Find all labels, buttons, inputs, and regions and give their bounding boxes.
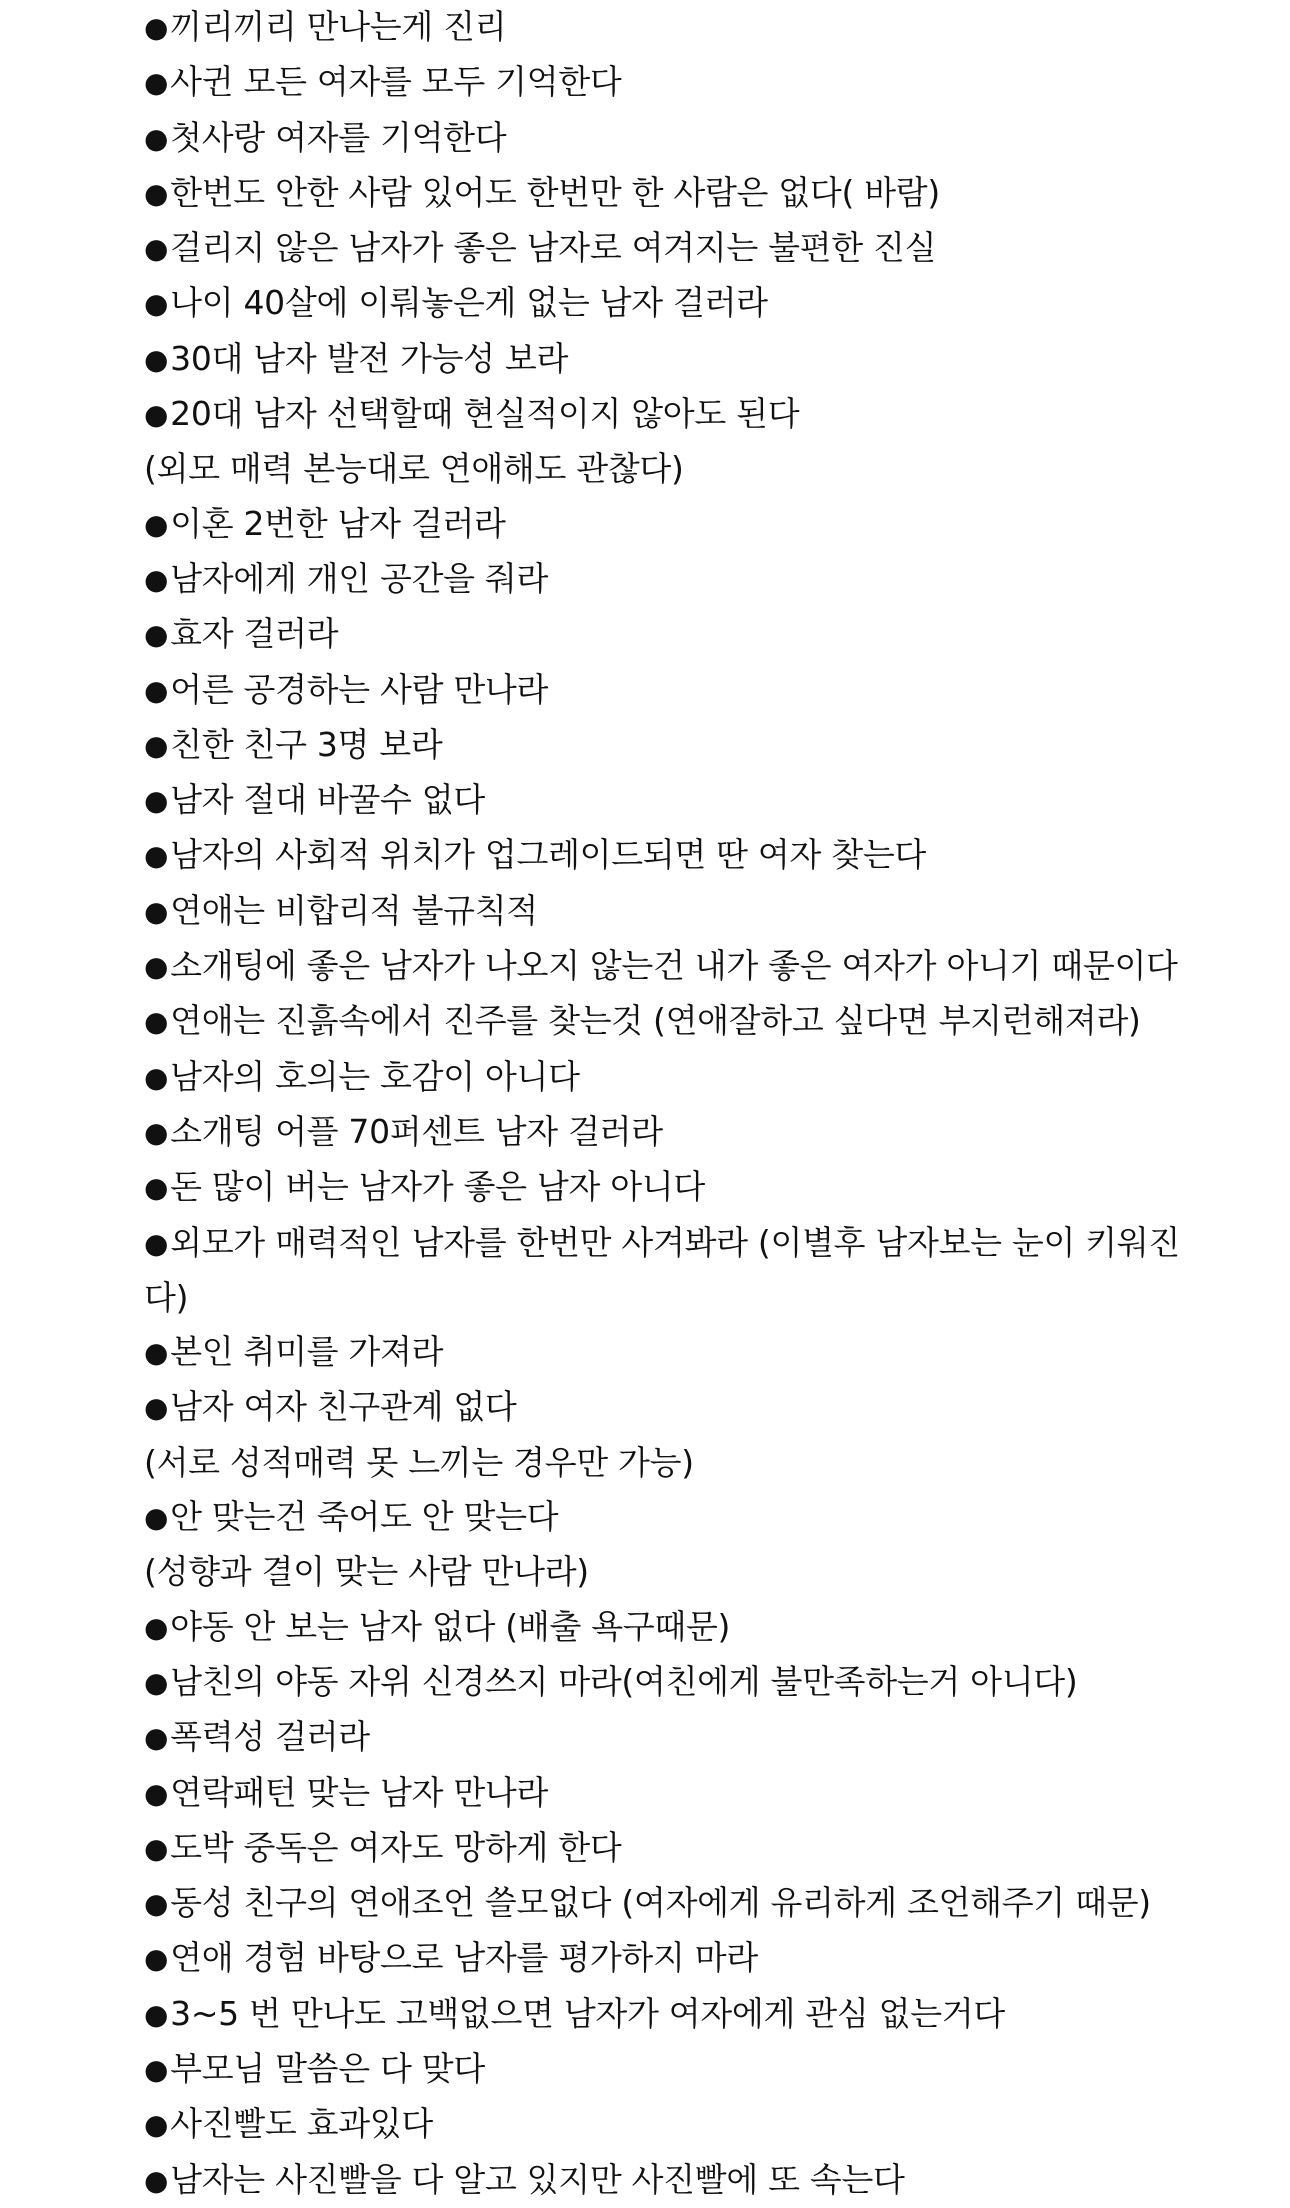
bullet-icon: ●: [144, 1721, 169, 1755]
bullet-icon: ●: [144, 66, 169, 100]
list-item: [144, 1876, 1224, 1931]
list-item: [144, 552, 1224, 607]
list-item: [144, 2153, 1224, 2208]
list-item-text: 3~5 번 만나도 고백없으면 남자가 여자에게 관심 없는거다: [170, 1993, 1005, 2033]
list-item-text: (외모 매력 본능대로 연애해도 관찮다): [144, 449, 684, 489]
bullet-icon: ●: [144, 1831, 169, 1865]
list-item-text: 남자의 사회적 위치가 업그레이드되면 딴 여자 찾는다: [170, 835, 926, 875]
list-item: [144, 1160, 1224, 1215]
bullet-icon: ●: [144, 287, 169, 321]
list-item: [144, 1710, 1224, 1765]
list-item-text: 도박 중독은 여자도 망하게 한다: [170, 1827, 622, 1867]
list-item-text: 한번도 안한 사람 있어도 한번만 한 사람은 없다( 바람): [170, 172, 940, 212]
list-item: [144, 1821, 1224, 1876]
list-item-text: 연애는 진흙속에서 진주를 찾는것 (연애잘하고 싶다면 부지런해져라): [170, 1001, 1141, 1041]
list-item-text: 이혼 2번한 남자 걸러라: [170, 503, 506, 543]
bullet-icon: ●: [144, 839, 169, 873]
list-item-text: 나이 40살에 이뤄놓은게 없는 남자 걸러라: [170, 283, 768, 323]
list-item-text: 소개팅에 좋은 남자가 나오지 않는건 내가 좋은 여자가 아니기 때문이다: [170, 946, 1178, 986]
list-item-text: 연애 경험 바탕으로 남자를 평가하지 마라: [170, 1938, 758, 1978]
list-item: [144, 1050, 1224, 1105]
list-item: [144, 497, 1224, 552]
list-item: [144, 111, 1224, 166]
list-item: [144, 994, 1224, 1049]
bullet-icon: ●: [144, 398, 169, 432]
document-text: [144, 0, 1224, 2208]
list-item-text: (서로 성적매력 못 느끼는 경우만 가능): [144, 1442, 694, 1482]
list-item-text: 부모님 말씀은 다 맞다: [170, 2048, 485, 2088]
bullet-icon: ●: [144, 342, 169, 376]
list-item: [144, 221, 1224, 276]
list-item: [144, 773, 1224, 828]
bullet-icon: ●: [144, 11, 169, 44]
list-item-text: 효자 걸러라: [170, 614, 339, 654]
bullet-icon: ●: [144, 1391, 169, 1425]
list-item-continuation: [144, 1271, 1224, 1325]
list-item: [144, 387, 1224, 442]
bullet-icon: ●: [144, 673, 169, 707]
bullet-icon: ●: [144, 1226, 169, 1260]
list-item-continuation: [144, 1436, 1224, 1490]
bullet-icon: ●: [144, 1005, 169, 1039]
list-item-text: 남자에게 개인 공간을 줘라: [170, 558, 549, 598]
list-item-text: 연애는 비합리적 불규칙적: [170, 890, 538, 930]
list-item: [144, 1490, 1224, 1545]
list-item-text: 30대 남자 발전 가능성 보라: [170, 338, 569, 378]
bullet-icon: ●: [144, 1171, 169, 1205]
list-item: [144, 718, 1224, 773]
bullet-icon: ●: [144, 1336, 169, 1370]
list-item-text: 본인 취미를 가져라: [170, 1332, 444, 1372]
bullet-icon: ●: [144, 1115, 169, 1149]
bullet-icon: ●: [144, 894, 169, 928]
list-item: [144, 332, 1224, 387]
bullet-icon: ●: [144, 1610, 169, 1644]
bullet-icon: ●: [144, 2108, 169, 2142]
list-item: [144, 607, 1224, 662]
list-item-text: 다): [144, 1277, 189, 1317]
list-item-text: 끼리끼리 만나는게 진리: [170, 7, 507, 46]
bullet-icon: ●: [144, 1887, 169, 1921]
list-item-text: 폭력성 걸러라: [170, 1717, 370, 1757]
bullet-icon: ●: [144, 1060, 169, 1094]
list-item-text: 20대 남자 선택할때 현실적이지 않아도 된다: [170, 394, 800, 434]
bullet-icon: ●: [144, 618, 169, 652]
bullet-icon: ●: [144, 1501, 169, 1535]
list-item-text: 걸리지 않은 남자가 좋은 남자로 여겨지는 불편한 진실: [170, 228, 937, 268]
bullet-icon: ●: [144, 784, 169, 818]
list-item-text: 동성 친구의 연애조언 쓸모없다 (여자에게 유리하게 조언해주기 때문): [170, 1883, 1151, 1923]
list-item: [144, 1766, 1224, 1821]
bullet-icon: ●: [144, 728, 169, 762]
bullet-icon: ●: [144, 950, 169, 984]
list-item-text: 외모가 매력적인 남자를 한번만 사겨봐라 (이별후 남자보는 눈이 키워진: [170, 1222, 1180, 1262]
list-item: [144, 276, 1224, 331]
list-item-continuation: [144, 1545, 1224, 1599]
list-item-text: 사귄 모든 여자를 모두 기억한다: [170, 62, 622, 102]
bullet-icon: ●: [144, 176, 169, 210]
list-item: [144, 0, 1224, 55]
list-item-text: 돈 많이 버는 남자가 좋은 남자 아니다: [170, 1167, 705, 1207]
list-item-text: 남자 절대 바꿀수 없다: [170, 780, 485, 820]
bullet-icon: ●: [144, 2163, 169, 2197]
list-item-text: 첫사랑 여자를 기억한다: [170, 117, 507, 157]
list-item-text: 친한 친구 3명 보라: [170, 724, 443, 764]
list-item-text: (성향과 결이 맞는 사람 만나라): [144, 1552, 589, 1592]
list-item-text: 남자는 사진빨을 다 알고 있지만 사진빨에 또 속는다: [170, 2159, 905, 2199]
list-item: [144, 55, 1224, 110]
list-item-text: 남자 여자 친구관계 없다: [170, 1387, 517, 1427]
bullet-icon: ●: [144, 1942, 169, 1976]
list-item: [144, 1600, 1224, 1655]
bullet-icon: ●: [144, 232, 169, 266]
bullet-icon: ●: [144, 121, 169, 155]
list-item: [144, 1655, 1224, 1710]
list-item: [144, 166, 1224, 221]
list-item-text: 사진빨도 효과있다: [170, 2104, 433, 2144]
list-item: [144, 1931, 1224, 1986]
list-item-continuation: [144, 442, 1224, 496]
list-item-text: 안 맞는건 죽어도 안 맞는다: [170, 1497, 559, 1537]
list-item: [144, 1216, 1224, 1271]
list-item-text: 연락패턴 맞는 남자 만나라: [170, 1772, 549, 1812]
list-item: [144, 884, 1224, 939]
list-item-text: 소개팅 어플 70퍼센트 남자 걸러라: [170, 1111, 663, 1151]
list-item: [144, 1325, 1224, 1380]
list-item: [144, 2097, 1224, 2152]
list-item: [144, 1380, 1224, 1435]
list-item: [144, 828, 1224, 883]
list-item: [144, 663, 1224, 718]
list-item: [144, 939, 1224, 994]
list-item-text: 야동 안 보는 남자 없다 (배출 욕구때문): [170, 1606, 731, 1646]
list-item-text: 남자의 호의는 호감이 아니다: [170, 1056, 580, 1096]
bullet-icon: ●: [144, 562, 169, 596]
list-item: [144, 1987, 1224, 2042]
bullet-icon: ●: [144, 1997, 169, 2031]
list-item: [144, 1105, 1224, 1160]
list-item-text: 어른 공경하는 사람 만나라: [170, 669, 549, 709]
bullet-icon: ●: [144, 1776, 169, 1810]
bullet-icon: ●: [144, 507, 169, 541]
list-item-text: 남친의 야동 자위 신경쓰지 마라(여친에게 불만족하는거 아니다): [170, 1661, 1078, 1701]
bullet-icon: ●: [144, 2052, 169, 2086]
list-item: [144, 2042, 1224, 2097]
bullet-icon: ●: [144, 1665, 169, 1699]
